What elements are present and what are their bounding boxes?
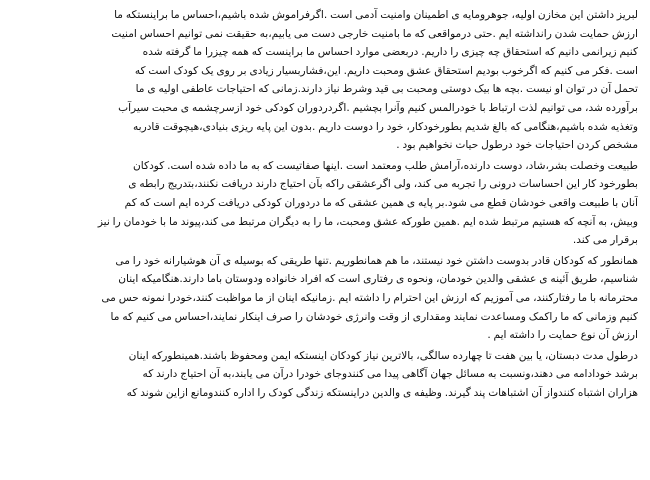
text-line: لبریز داشتن این مخازن اولیه، جوهرومایه ی اطمینان وامنیت آدمی است .اگرفراموش شده باشیم،احساس ما براینستکه ما xyxy=(114,9,638,21)
paragraph-4 xyxy=(10,347,638,403)
text-line: درطول مدت دبستان، یا بین هفت تا چهارده سالگی، بالاترین نیاز کودکان اینستکه ایمن ومحفوظ باشند.همینطورکه اینان xyxy=(128,349,638,362)
paragraph-1 xyxy=(10,6,638,155)
text-line: شناسیم، طریق آئینه ی عشقی والدین خودمان، ونحوه ی رفتاری است که افراد خانواده ودوستان باما دارند.هنگامیکه اینان xyxy=(118,273,638,286)
text-line: تحمل آن در توان او نیست .بچه ها بیک دوستی ومحبت بی قید وشرط نیاز دارند.زمانی که احتیاجات عاطفی اولیه ی ما xyxy=(135,83,638,96)
text-line: طبیعت وخصلت بشر،شاد، دوست دارنده،آرامش طلب ومعتمد است .اینها صفاتیست که به ما داده شده است. کودکان xyxy=(133,159,638,172)
text-line: کنیم زیرانمی دانیم که استحقاق چه چیزی را داریم. دربعضی موارد احساس ما براینست که همه چیزرا ما گرفته شده xyxy=(142,46,638,59)
paragraph-2 xyxy=(10,157,638,250)
text-line: برآورده شد، می توانیم لذت ارتباط با خودرالمس کنیم وآنرا بچشیم .اگردردوران کودکی خود ازسرچشمه ی محبت سیرآب xyxy=(118,101,638,114)
text-line: بطورخود کار این احساسات درونی را تجربه می کند، ولی اگرعشقی راکه بآن احتیاج دارند دریافت نکنند،بتدریج رابطه ی xyxy=(128,178,638,191)
text-line: وبیش، به آنچه که هستیم مرتبط شده ایم .همین طورکه عشق ومحبت، ما را به دیگران مرتبط می کند،پیوند ما با خودمان را نیز xyxy=(97,215,638,228)
text-line: همانطور که کودکان قادر بدوست داشتن خود نیستند، ما هم همانطوریم .تنها طریقی که بوسیله ی آن هوشیارانه خود را می xyxy=(115,254,638,267)
text-line: مشخص کردن احتیاجات خود درطول حیات نخواهیم بود . xyxy=(396,139,638,152)
text-line: کنیم وزمانی که ما راکمک ومساعدت نمایند ومقداری از وقت وانرژی خودشان را صرف اینکار نمایند،احساس می کنیم که ما xyxy=(110,310,638,323)
text-line: محترمانه با ما رفتارکنند، می آموزیم که ارزش این احترام را داشته ایم .زمانیکه اینان از ما مواظبت کنند،خودرا نمونه حس می xyxy=(101,291,638,304)
text-line: ارزش حمایت شدن رانداشته ایم .حتی درمواقعی که ما بامنیت خارجی دست می یابیم،به حقیقت نمی توانیم احساس امنیت xyxy=(111,27,638,40)
text-line: وتغذیه شده باشیم،هنگامی که بالغ شدیم بطورخودکار، خود را دوست داریم .بدون این پایه ریزی بنیادی،هیچوقت قادربه xyxy=(132,120,638,133)
text-line: برقرار می کند. xyxy=(572,234,638,247)
text-line: است .فکر می کنیم که اگرخوب بودیم استحقاق عشق ومحبت داریم. این،فشاربسیار زیادی بر روی یک کودک است که xyxy=(134,64,638,77)
text-line: برشد خودادامه می دهند،ونسبت به مسائل جهان آگاهی پیدا می کنندوجای خودرا درآن می یابند،به آن احتیاج دارند که xyxy=(142,368,638,381)
text-line: ارزش آن نوع حمایت را داشته ایم . xyxy=(487,329,638,342)
text-line: هزاران اشتباه کنندواز آن اشتباهات پند گیرند. وظیفه ی والدین دراینستکه زندگی کودک را اداره کنندومانع ازاین شوند که xyxy=(126,386,638,399)
text-line: آنان با طبیعت واقعی خودشان قطع می شود.بر پایه ی همین عشقی که ما دردوران کودکی دریافت کرده ایم است که کم xyxy=(124,196,638,209)
paragraph-3 xyxy=(10,252,638,345)
